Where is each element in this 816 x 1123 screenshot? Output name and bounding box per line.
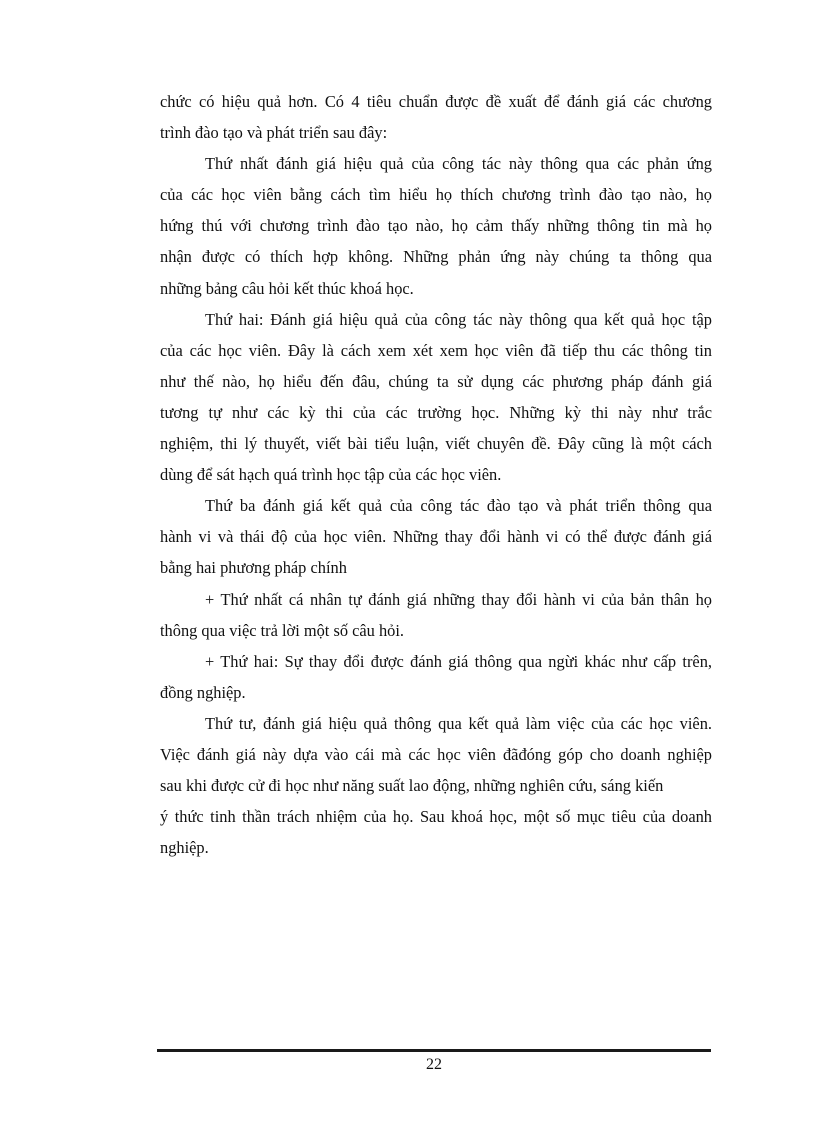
text-line: sau khi được cử đi học như năng suất lao động, những nghiên cứu, sáng kiến: [160, 776, 664, 796]
text-line: chức có hiệu quả hơn. Có 4 tiêu chuẩn được đề xuất để đánh giá các chương: [160, 92, 712, 111]
document-body: [160, 86, 712, 863]
text-line: hành vi và thái độ của học viên. Những thay đổi hành vi có thể được đánh giá: [160, 527, 712, 547]
text-line: của các học viên bằng cách tìm hiểu họ thích chương trình đào tạo nào, họ: [160, 185, 712, 205]
text-line: những bảng câu hỏi kết thúc khoá học.: [160, 278, 414, 298]
footer-divider: [157, 1049, 711, 1052]
paragraph-first-line: Thứ tư, đánh giá hiệu quả thông qua kết quả làm việc của các học viên.: [205, 713, 712, 733]
text-line: nghiệp.: [160, 838, 209, 858]
text-line: của các học viên. Đây là cách xem xét xem học viên đã tiếp thu các thông tin: [160, 340, 712, 360]
bullet-first-line: + Thứ nhất cá nhân tự đánh giá những thay đổi hành vi của bản thân họ: [205, 589, 712, 609]
text-line: đồng nghiệp.: [160, 682, 246, 702]
text-line: nghiệm, thi lý thuyết, viết bài tiểu luận, viết chuyên đề. Đây cũng là một cách: [160, 434, 712, 454]
page-number: 22: [426, 1056, 442, 1073]
text-line: thông qua việc trả lời một số câu hỏi.: [160, 620, 405, 640]
text-line: Việc đánh giá này dựa vào cái mà các học viên đãđóng góp cho doanh nghiệp: [160, 744, 712, 764]
text-line: dùng để sát hạch quá trình học tập của các học viên.: [160, 465, 502, 485]
paragraph-first-line: Thứ ba đánh giá kết quả của công tác đào tạo và phát triển thông qua: [205, 496, 712, 516]
text-line: nhận được có thích hợp không. Những phản ứng này chúng ta thông qua: [160, 247, 712, 267]
bullet-first-line: + Thứ hai: Sự thay đổi được đánh giá thông qua ngừi khác như cấp trên,: [205, 651, 712, 671]
text-line: trình đào tạo và phát triển sau đây:: [160, 123, 388, 143]
text-line: như thế nào, họ hiểu đến đâu, chúng ta sử dụng các phương pháp đánh giá: [160, 371, 712, 391]
paragraph-first-line: Thứ hai: Đánh giá hiệu quả của công tác này thông qua kết quả học tập: [205, 309, 712, 329]
text-line: bằng hai phương pháp chính: [160, 558, 347, 578]
text-line: hứng thú với chương trình đào tạo nào, họ cảm thấy những thông tin mà họ: [160, 216, 712, 236]
paragraph-first-line: Thứ nhất đánh giá hiệu quả của công tác này thông qua các phản ứng: [205, 154, 712, 174]
text-line: tương tự như các kỳ thi của các trường học. Những kỳ thi này như trắc: [160, 402, 712, 422]
text-line: ý thức tinh thần trách nhiệm của họ. Sau khoá học, một số mục tiêu của doanh: [160, 807, 712, 827]
